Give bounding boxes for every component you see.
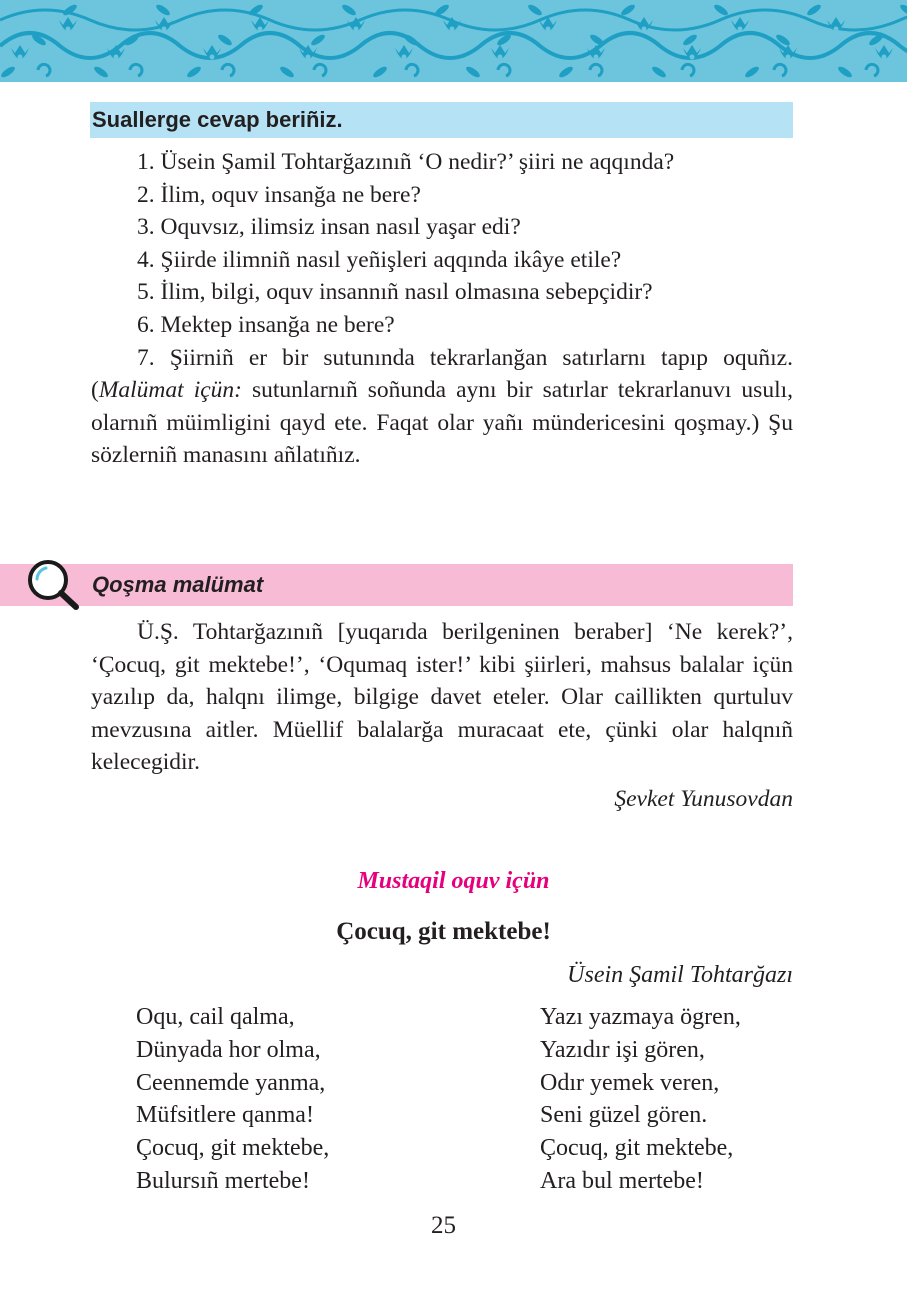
floral-ornament-part xyxy=(498,55,503,60)
poem-line: Çocuq, git mektebe, xyxy=(136,1135,330,1162)
floral-ornament-part xyxy=(402,55,407,60)
poem-line: Oqu, cail qalma, xyxy=(136,1004,295,1030)
questions-header: Suallerge cevap beriñiz. xyxy=(90,102,793,138)
floral-ornament-part xyxy=(18,55,23,60)
floral-ornament-part xyxy=(354,27,359,32)
stanza-right xyxy=(540,1001,741,1198)
poem-line: Odır yemek veren, xyxy=(540,1069,720,1096)
floral-ornament-icon xyxy=(0,0,907,82)
section-label: Mustaqil oquv içün xyxy=(357,868,550,894)
poem-line: Dünyada hor olma, xyxy=(136,1036,321,1063)
questions-list xyxy=(91,146,793,472)
stanza-left xyxy=(136,1001,329,1198)
poem-line: Ceennemde yanma, xyxy=(136,1069,326,1096)
info-paragraph xyxy=(91,616,793,779)
floral-ornament-part xyxy=(66,27,71,32)
info-source: Şevket Yunusovdan xyxy=(614,786,793,812)
floral-ornament-part xyxy=(690,55,695,60)
question-item: 2. İlim, oquv insanğa ne bere? xyxy=(137,181,421,208)
floral-ornament-part xyxy=(258,27,263,32)
floral-ornament-part xyxy=(210,55,215,60)
floral-ornament-part xyxy=(834,27,839,32)
floral-ornament-part xyxy=(162,27,167,32)
poem-line: Yazıdır işi gören, xyxy=(540,1036,705,1063)
question-7-text: 7. Şiirniñ er bir sutunında tekrarlanğan satırlarnı tapıp oquñız. ( xyxy=(91,344,793,404)
question-item: 6. Mektep insanğa ne bere? xyxy=(137,311,395,338)
question-item: 5. İlim, bilgi, oquv insannıñ nasıl olmasına sebepçidir? xyxy=(137,279,653,306)
floral-ornament-part xyxy=(306,55,311,60)
floral-ornament-part xyxy=(594,55,599,60)
floral-ornament-part xyxy=(642,27,647,32)
info-text: Ü.Ş. Tohtarğazınıñ [yuqarıda berilgeninen beraber] ‘Ne kerek?’, ‘Çocuq, git mektebe!’, ‘Oqumaq ister!’ kibi şiirleri, mahsus balalar içün yazılıp da, halqnı ilimge, bilgige davet eteler. Olar caillikten qurtuluv mevzusına aitler. Müellif balalarğa muracaat ete, çünki olar halqnıñ kelecegidir. xyxy=(91,619,793,776)
poem-line: Seni güzel gören. xyxy=(540,1102,708,1129)
magnifier-icon xyxy=(24,558,82,612)
floral-ornament-part xyxy=(114,55,119,60)
question-item: 1. Üsein Şamil Tohtarğazınıñ ‘O nedir?’ şiiri ne aqqında? xyxy=(137,149,675,175)
poem-line: Ara bul mertebe! xyxy=(540,1167,704,1194)
floral-ornament-part xyxy=(450,27,455,32)
floral-ornament-part xyxy=(546,27,551,32)
info-header: Qoşma malümat xyxy=(92,572,264,597)
floral-ornament-part xyxy=(786,55,791,60)
question-7-italic-note: Malümat içün: xyxy=(98,377,242,404)
question-7-text-rest: sutunlarnıñ soñunda aynı bir satırlar tekrarlanuvı usulı, olarnıñ müimligini qayd ete. Faqat olar yañı mündericesini qoşmay.) Şu sözlerniñ manasını añlatıñız. xyxy=(91,377,794,469)
floral-ornament-part xyxy=(738,27,743,32)
floral-banner xyxy=(0,0,907,82)
poem-title: Çocuq, git mektebe! xyxy=(336,918,551,945)
question-item: 3. Oquvsız, ilimsiz insan nasıl yaşar edi? xyxy=(137,214,521,241)
poem-line: Bulursıñ mertebe! xyxy=(136,1167,310,1194)
question-item-7 xyxy=(91,342,793,472)
floral-ornament-part xyxy=(882,55,887,60)
page-number: 25 xyxy=(431,1212,456,1239)
question-item: 4. Şiirde ilimniñ nasıl yeñişleri aqqında ikâye etile? xyxy=(137,246,622,273)
poem-line: Müfsitlere qanma! xyxy=(136,1102,314,1129)
poem-line: Çocuq, git mektebe, xyxy=(540,1135,734,1162)
poem-line: Yazı yazmaya ögren, xyxy=(540,1004,741,1030)
poem-author: Üsein Şamil Tohtarğazı xyxy=(567,962,793,988)
